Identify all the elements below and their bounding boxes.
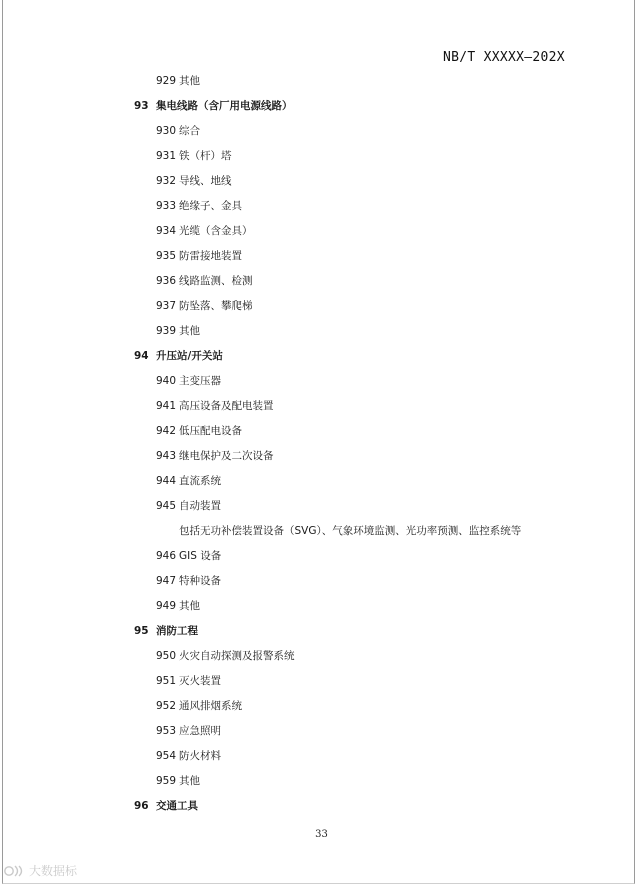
item-text: 导线、地线 xyxy=(179,175,232,187)
section-heading xyxy=(3,347,637,372)
item-text: 升压站/开关站 xyxy=(156,350,223,362)
list-item xyxy=(3,547,637,572)
item-description xyxy=(3,522,637,547)
item-code: 930 xyxy=(156,125,177,137)
item-code: 931 xyxy=(156,150,177,162)
list-item xyxy=(3,597,637,622)
list-item xyxy=(3,272,637,297)
list-item xyxy=(3,322,637,347)
item-code: 932 xyxy=(156,175,177,187)
item-text: 铁（杆）塔 xyxy=(179,150,232,162)
list-item xyxy=(3,397,637,422)
item-code: 946 xyxy=(156,550,177,562)
list-item xyxy=(3,297,637,322)
list-item xyxy=(3,772,637,797)
item-code: 942 xyxy=(156,425,177,437)
item-text: 防坠落、攀爬梯 xyxy=(179,300,253,312)
item-code: 939 xyxy=(156,325,177,337)
item-text: 光缆（含金具） xyxy=(179,225,253,237)
document-header: NB/T XXXXX—202X xyxy=(443,50,565,65)
item-text: GIS 设备 xyxy=(179,550,222,562)
watermark xyxy=(4,862,77,879)
item-text: 消防工程 xyxy=(156,625,198,637)
list-item xyxy=(3,197,637,222)
list-item xyxy=(3,422,637,447)
item-code: 929 xyxy=(156,75,177,87)
list-item xyxy=(3,372,637,397)
list-item xyxy=(3,497,637,522)
item-text: 交通工具 xyxy=(156,800,198,812)
item-code: 937 xyxy=(156,300,177,312)
item-text: 应急照明 xyxy=(179,725,221,737)
section-heading xyxy=(3,622,637,647)
item-text: 自动装置 xyxy=(179,500,221,512)
list-item xyxy=(3,447,637,472)
item-code: 944 xyxy=(156,475,177,487)
list-item xyxy=(3,747,637,772)
item-code: 936 xyxy=(156,275,177,287)
list-item xyxy=(3,122,637,147)
item-text: 综合 xyxy=(179,125,200,137)
item-code: 940 xyxy=(156,375,177,387)
item-code: 947 xyxy=(156,575,177,587)
item-text: 其他 xyxy=(179,325,200,337)
item-code: 93 xyxy=(134,100,149,112)
item-text: 防火材料 xyxy=(179,750,221,762)
list-item xyxy=(3,247,637,272)
logo-icon xyxy=(4,864,26,878)
item-code: 95 xyxy=(134,625,149,637)
item-text: 火灾自动探测及报警系统 xyxy=(179,650,295,662)
list-item xyxy=(3,72,637,97)
item-code: 933 xyxy=(156,200,177,212)
list-item xyxy=(3,172,637,197)
item-text: 主变压器 xyxy=(179,375,221,387)
item-code: 951 xyxy=(156,675,177,687)
page-number: 33 xyxy=(315,829,328,840)
list-item xyxy=(3,672,637,697)
item-text: 其他 xyxy=(179,600,200,612)
item-code: 943 xyxy=(156,450,177,462)
watermark-text: 大数据标 xyxy=(29,864,78,878)
item-code: 941 xyxy=(156,400,177,412)
item-code: 952 xyxy=(156,700,177,712)
item-code: 96 xyxy=(134,800,149,812)
item-text: 低压配电设备 xyxy=(179,425,242,437)
item-code: 954 xyxy=(156,750,177,762)
item-code: 950 xyxy=(156,650,177,662)
item-text: 灭火装置 xyxy=(179,675,221,687)
item-text: 包括无功补偿装置设备（SVG）、气象环境监测、光功率预测、监控系统等 xyxy=(179,525,522,537)
item-code: 935 xyxy=(156,250,177,262)
list-item xyxy=(3,647,637,672)
item-code: 949 xyxy=(156,600,177,612)
item-code: 934 xyxy=(156,225,177,237)
list-item xyxy=(3,722,637,747)
item-text: 特种设备 xyxy=(179,575,221,587)
section-heading xyxy=(3,797,637,822)
classification-list xyxy=(3,72,637,822)
item-code: 959 xyxy=(156,775,177,787)
item-text: 高压设备及配电装置 xyxy=(179,400,274,412)
item-text: 集电线路（含厂用电源线路） xyxy=(156,100,293,112)
list-item xyxy=(3,222,637,247)
item-text: 线路监测、检测 xyxy=(179,275,253,287)
item-code: 953 xyxy=(156,725,177,737)
item-text: 继电保护及二次设备 xyxy=(179,450,274,462)
item-code: 94 xyxy=(134,350,149,362)
list-item xyxy=(3,572,637,597)
item-text: 通风排烟系统 xyxy=(179,700,242,712)
section-heading xyxy=(3,97,637,122)
item-text: 其他 xyxy=(179,75,200,87)
item-text: 直流系统 xyxy=(179,475,221,487)
item-text: 其他 xyxy=(179,775,200,787)
list-item xyxy=(3,697,637,722)
list-item xyxy=(3,147,637,172)
item-text: 绝缘子、金具 xyxy=(179,200,242,212)
item-text: 防雷接地装置 xyxy=(179,250,242,262)
item-code: 945 xyxy=(156,500,177,512)
document-page xyxy=(2,0,635,884)
list-item xyxy=(3,472,637,497)
